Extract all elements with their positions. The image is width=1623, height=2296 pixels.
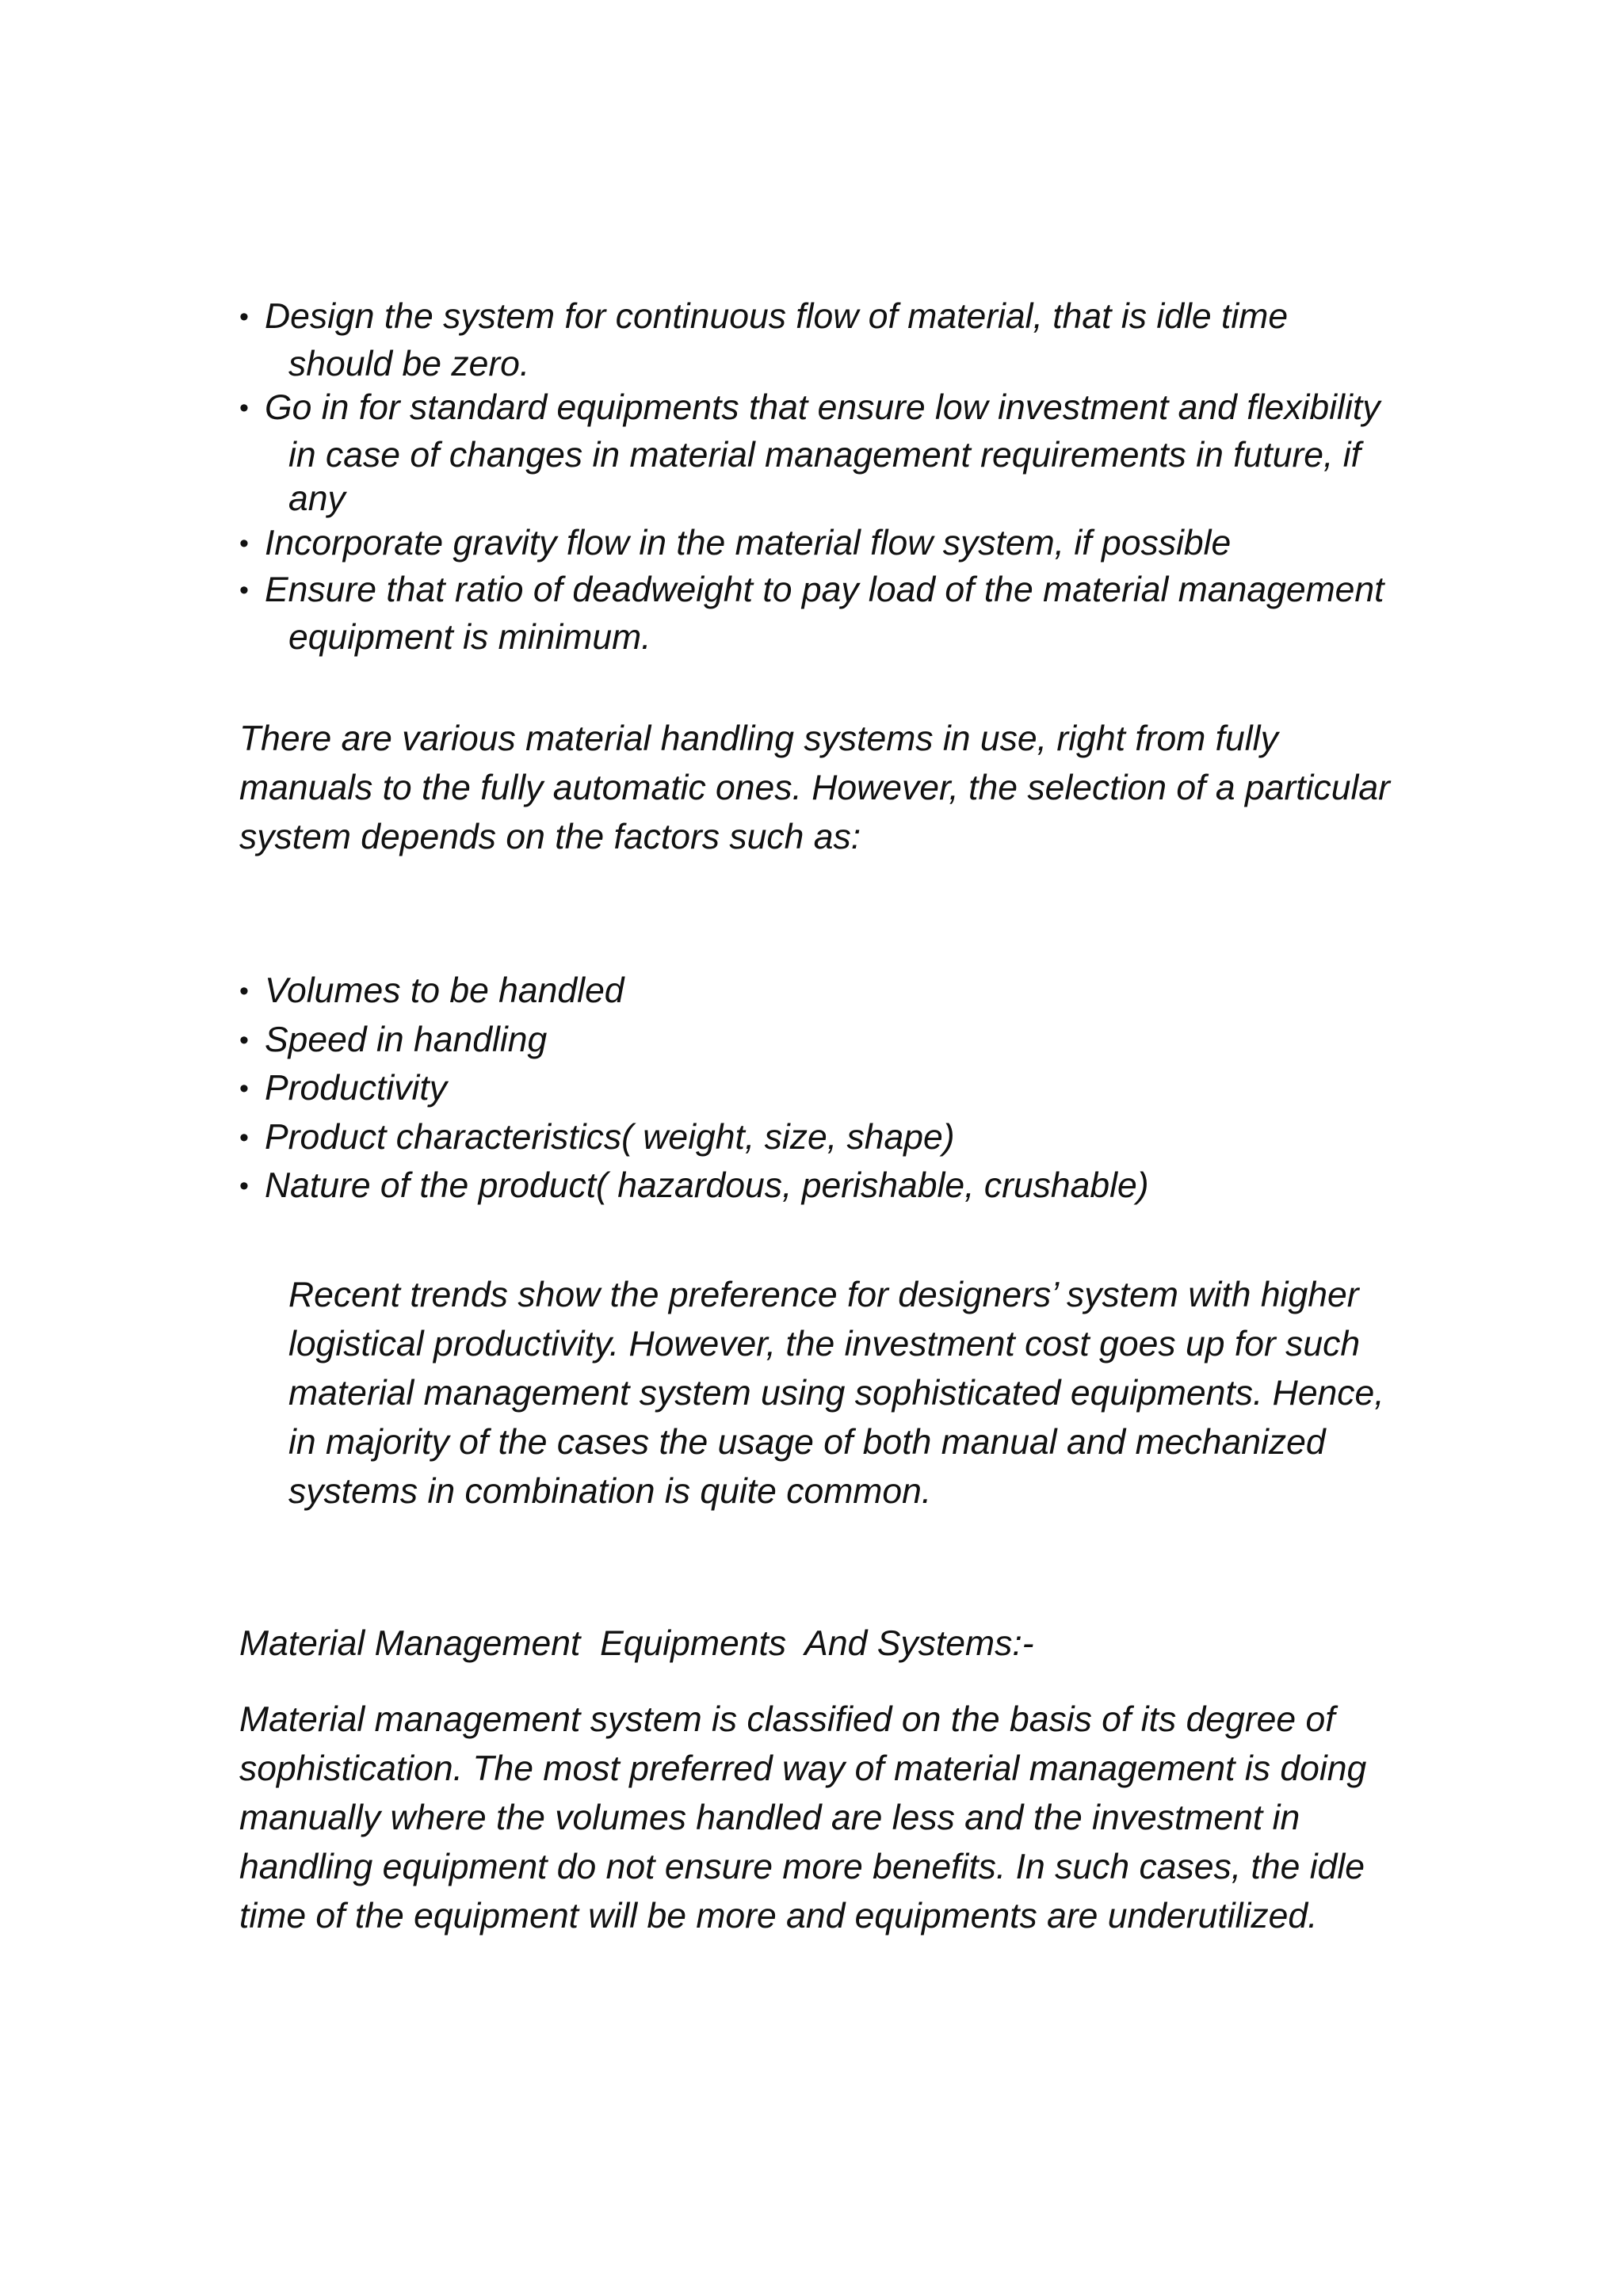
paragraph-line: material management system using sophisticated equipments. Hence, xyxy=(288,1374,1384,1413)
list-item xyxy=(239,968,1476,1017)
paragraph-line: manuals to the fully automatic ones. However, the selection of a particular xyxy=(239,769,1390,807)
bullet-icon: • xyxy=(239,528,249,559)
list-item xyxy=(239,1163,1476,1212)
bullet-icon: • xyxy=(239,1122,249,1153)
paragraph-line: time of the equipment will be more and equipments are underutilized. xyxy=(239,1897,1318,1936)
paragraph-line: Material management system is classified on the basis of its degree of xyxy=(239,1700,1335,1739)
paragraph-line: in majority of the cases the usage of both manual and mechanized xyxy=(288,1423,1326,1462)
bullet-icon: • xyxy=(239,976,249,1006)
list-item-text: Productivity xyxy=(265,1069,447,1108)
list-item-text: Incorporate gravity flow in the material flow system, if possible xyxy=(265,523,1232,563)
list-item-text: Ensure that ratio of deadweight to pay load of the material management xyxy=(265,570,1384,609)
paragraph-line: sophistication. The most preferred way of material management is doing xyxy=(239,1749,1367,1788)
paragraph-line: There are various material handling systems in use, right from fully xyxy=(239,719,1278,758)
list-item-text-continued: in case of changes in material management requirements in future, if xyxy=(288,435,1361,475)
list-item xyxy=(239,1066,1476,1115)
list-item-text: Speed in handling xyxy=(265,1020,548,1059)
intro-paragraph xyxy=(239,715,1476,862)
paragraph-line: Recent trends show the preference for designers’ system with higher xyxy=(288,1276,1359,1314)
section-heading: Material Management Equipments And Systems:- xyxy=(239,1624,1034,1663)
bullet-icon: • xyxy=(239,302,249,332)
paragraph-line: systems in combination is quite common. xyxy=(288,1472,932,1511)
list-item-text: Nature of the product( hazardous, perishable, crushable) xyxy=(265,1166,1149,1205)
list-item-text: Volumes to be handled xyxy=(265,971,624,1010)
list-item-text: Go in for standard equipments that ensure low investment and flexibility xyxy=(265,388,1381,427)
list-item-text-continued: equipment is minimum. xyxy=(288,617,651,657)
bullet-icon: • xyxy=(239,1171,249,1201)
list-item-text-continued: any xyxy=(288,479,346,518)
list-item xyxy=(239,1017,1476,1066)
paragraph-line: handling equipment do not ensure more benefits. In such cases, the idle xyxy=(239,1848,1365,1886)
paragraph-line: manually where the volumes handled are less and the investment in xyxy=(239,1798,1300,1837)
list-item xyxy=(239,521,1476,569)
list-item-text: Design the system for continuous flow of material, that is idle time xyxy=(265,297,1289,336)
list-item xyxy=(239,386,1476,521)
bullet-icon: • xyxy=(239,575,249,605)
paragraph-line: logistical productivity. However, the investment cost goes up for such xyxy=(288,1325,1361,1363)
trends-paragraph xyxy=(288,1271,1493,1516)
classification-paragraph xyxy=(239,1695,1476,1941)
list-item xyxy=(239,295,1476,386)
selection-factors-list xyxy=(239,968,1476,1212)
list-item xyxy=(239,1115,1476,1164)
bullet-icon: • xyxy=(239,393,249,423)
bullet-icon: • xyxy=(239,1074,249,1104)
bullet-icon: • xyxy=(239,1024,249,1055)
design-principles-list xyxy=(239,295,1476,659)
list-item xyxy=(239,568,1476,659)
list-item-text-continued: should be zero. xyxy=(288,344,530,383)
list-item-text: Product characteristics( weight, size, shape) xyxy=(265,1117,955,1157)
paragraph-line: system depends on the factors such as: xyxy=(239,818,861,856)
